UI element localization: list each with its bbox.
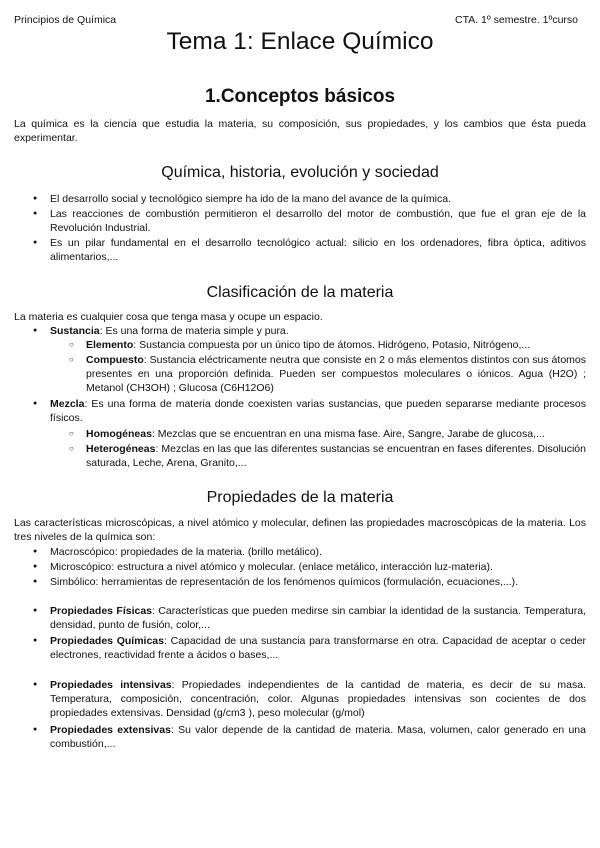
term: Compuesto (86, 354, 144, 366)
subheading-historia: Química, historia, evolución y sociedad (161, 164, 439, 181)
section-heading-conceptos: 1.Conceptos básicos (204, 86, 396, 107)
list-item-quimicas: ● Propiedades Químicas: Capacidad de una sustancia para transformarse en otra. Capacidad de aceptar o ceder electrones, reactividad frente a ácidos o bases,... (50, 634, 586, 662)
list-item: ● Es un pilar fundamental en el desarrollo tecnológico actual: silicio en los ordenadores, fibra óptica, aditivos alimentarios,... (50, 236, 586, 264)
list-item: ● Las reacciones de combustión permitieron el desarrollo del motor de combustión, que fue el gran eje de la Revolución Industrial. (50, 207, 586, 235)
list-item: ● Simbólico: herramientas de representación de los fenómenos químicos (formulación, ecuaciones,...). (50, 575, 586, 589)
term: Sustancia (50, 325, 100, 337)
list-item-sustancia: ● Sustancia: Es una forma de materia simple y pura. (50, 324, 586, 338)
term: Propiedades Químicas (50, 635, 164, 647)
clasificacion-intro: La materia es cualquier cosa que tenga masa y ocupe un espacio. (14, 311, 323, 323)
term: Elemento (86, 339, 134, 351)
list-item-mezcla: ● Mezcla: Es una forma de materia donde coexisten varias sustancias, que pueden separarse mediante procesos físicos. (50, 397, 586, 425)
list-item-fisicas: ● Propiedades Físicas: Características que pueden medirse sin cambiar la identidad de la sustancia. Temperatura, densidad, punto de fusión, color,... (50, 604, 586, 632)
list-item: ● El desarrollo social y tecnológico siempre ha ido de la mano del avance de la química. (50, 192, 586, 206)
list-item-homogeneas: ○ Homogéneas: Mezclas que se encuentran en una misma fase. Aire, Sangre, Jarabe de glucosa,... (86, 427, 586, 441)
term: Propiedades intensivas (50, 679, 172, 691)
term: Mezcla (50, 398, 85, 410)
list-item: ● Microscópico: estructura a nivel atómico y molecular. (enlace metálico, interacción luz-materia). (50, 560, 586, 574)
list-item-intensivas: ● Propiedades intensivas: Propiedades independientes de la cantidad de materia, es decir de su masa. Temperatura, composición, concentración, color. Algunas propiedades intensivas son cocientes de dos propiedades extensivas. Densidad (g/cm3 ), peso molecular (g/mol) (50, 678, 586, 720)
term: Propiedades extensivas (50, 724, 171, 736)
list-item-extensivas: ● Propiedades extensivas: Su valor depende de la cantidad de materia. Masa, volumen, calor generado en una combustión,... (50, 723, 586, 751)
propiedades-intro: Las características microscópicas, a nivel atómico y molecular, definen las propiedades macroscópicas de la materia. Los tres niveles de la química son: (14, 517, 586, 543)
subheading-clasificacion: Clasificación de la materia (206, 284, 394, 301)
header-course: Principios de Química (14, 14, 117, 26)
header-semester: CTA. 1º semestre. 1ºcurso (454, 14, 578, 26)
list-item-elemento: ○ Elemento: Sustancia compuesta por un único tipo de átomos. Hidrógeno, Potasio, Nitrógeno,... (86, 338, 586, 352)
term: Heterogéneas (86, 443, 156, 455)
term: Homogéneas (86, 428, 152, 440)
list-item-compuesto: ○ Compuesto: Sustancia eléctricamente neutra que consiste en 2 o más elementos distintos con sus átomos presentes en una proporción definida. Pueden ser compuestos moleculares o iónicos. Agua (H2O) ; Metanol (CH3OH) ; Glucosa (C6H12O6) (86, 353, 586, 395)
term: Propiedades Físicas (50, 605, 153, 617)
list-item: ● Macroscópico: propiedades de la materia. (brillo metálico). (50, 545, 586, 559)
list-item-heterogeneas: ○ Heterogéneas: Mezclas en las que las diferentes sustancias se encuentran en fases diferentes. Disolución saturada, Leche, Arena, Granito,... (86, 442, 586, 470)
intro-paragraph: La química es la ciencia que estudia la materia, su composición, sus propiedades, y los cambios que ésta pueda experimentar. (14, 118, 586, 144)
subheading-propiedades: Propiedades de la materia (206, 489, 394, 506)
page-title: Tema 1: Enlace Químico (166, 28, 434, 55)
